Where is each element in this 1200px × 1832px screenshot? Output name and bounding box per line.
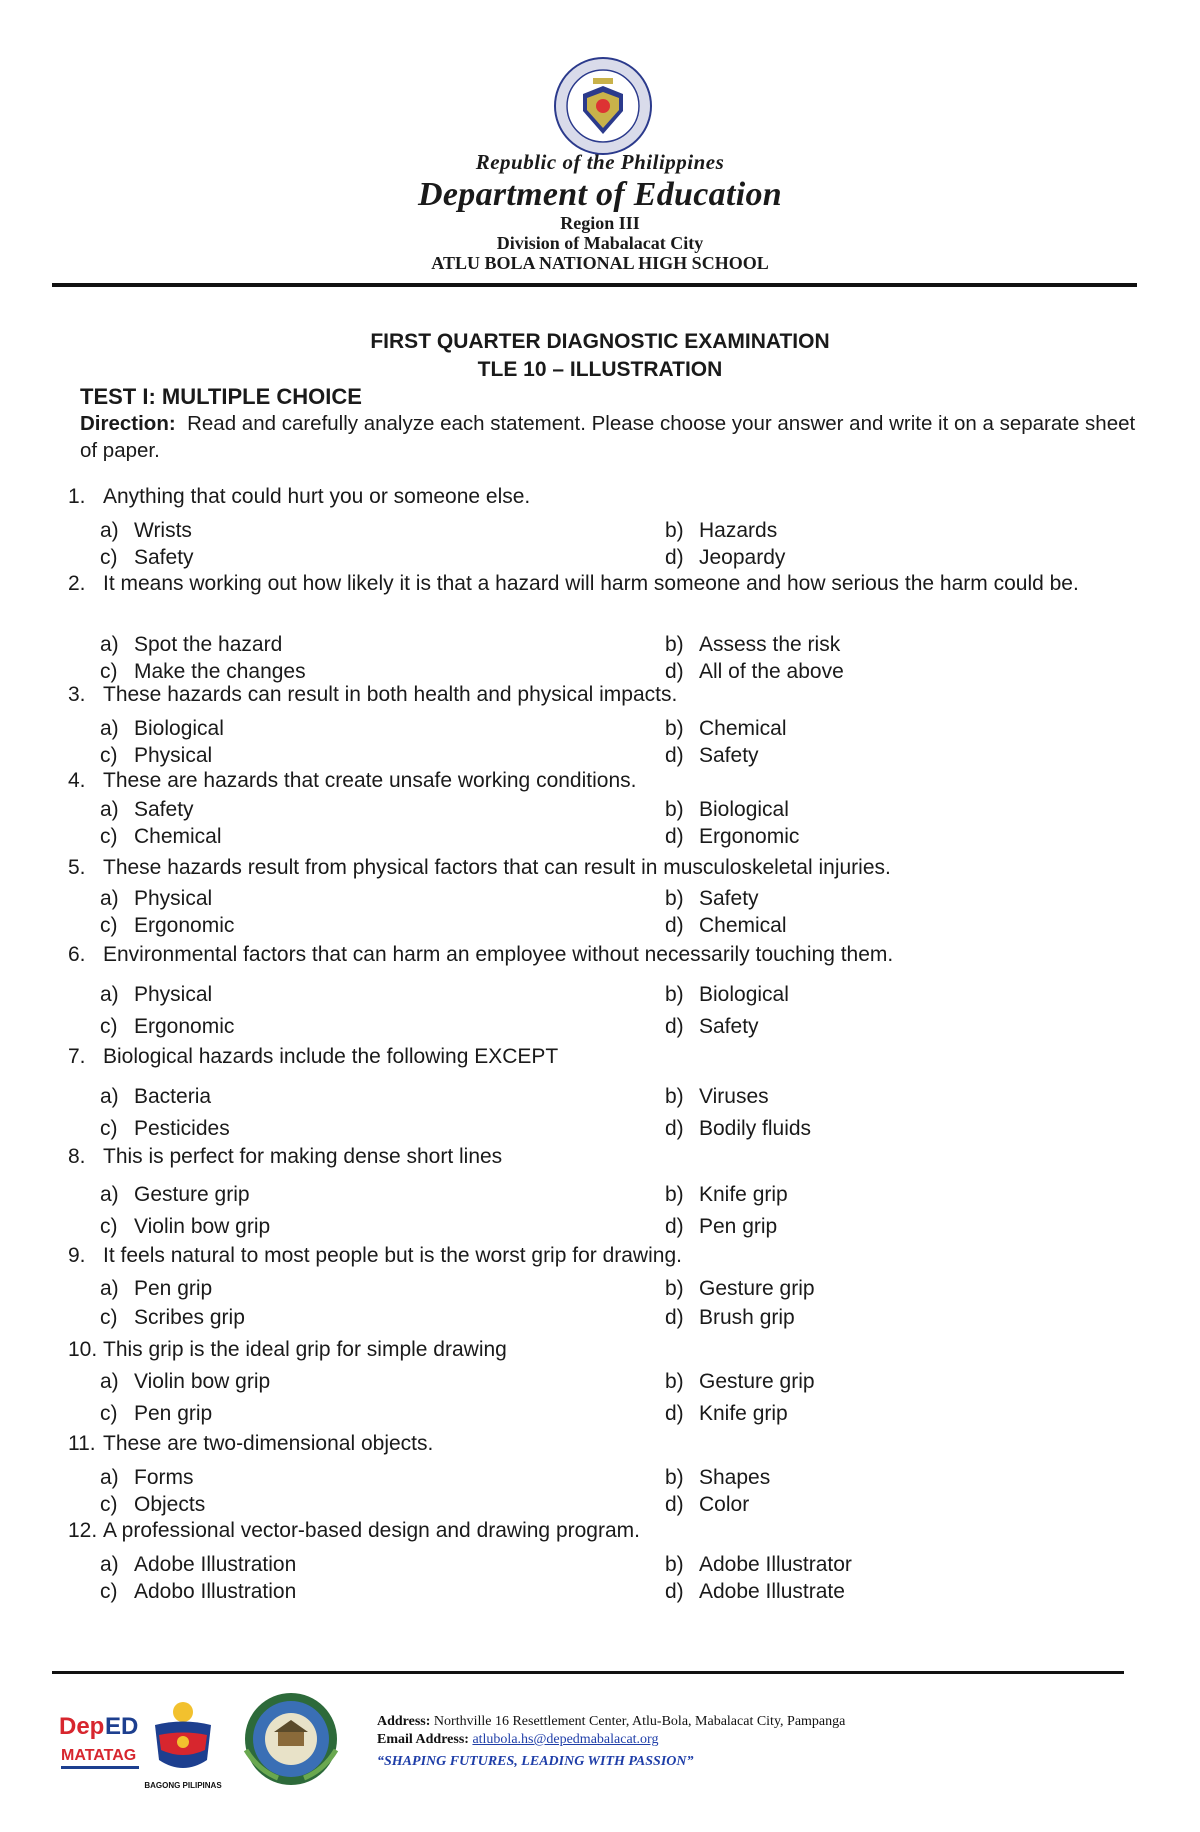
option-6-a — [100, 981, 212, 1008]
school-logo-icon — [238, 1690, 344, 1788]
option-text: Chemical — [134, 825, 222, 848]
option-letter: c) — [100, 1580, 118, 1603]
option-text: Brush grip — [699, 1306, 795, 1329]
svg-text:MATATAG: MATATAG — [61, 1747, 137, 1764]
option-text: Knife grip — [699, 1402, 788, 1425]
option-letter: d) — [665, 546, 684, 569]
option-text: Adobo Illustration — [134, 1580, 297, 1603]
option-text: Spot the hazard — [134, 633, 283, 656]
option-text: Viruses — [699, 1085, 769, 1108]
option-3-d — [665, 742, 759, 769]
option-letter: b) — [665, 887, 684, 910]
option-text: Gesture grip — [699, 1277, 815, 1300]
option-text: Forms — [134, 1466, 194, 1489]
option-1-b — [665, 517, 777, 544]
option-letter: b) — [665, 717, 684, 740]
option-letter: c) — [100, 1306, 118, 1329]
option-1-c — [100, 544, 194, 571]
question-text: These are two-dimensional objects. — [103, 1432, 434, 1455]
option-text: Gesture grip — [699, 1370, 815, 1393]
option-letter: a) — [100, 519, 119, 542]
footer-divider — [52, 1671, 1124, 1674]
option-8-d — [665, 1213, 777, 1240]
option-5-d — [665, 912, 787, 939]
question-text: It means working out how likely it is that a hazard will harm someone and how serious the harm could be. — [103, 572, 1079, 595]
option-8-a — [100, 1181, 250, 1208]
option-letter: c) — [100, 546, 118, 569]
question-number: 6. — [68, 943, 86, 966]
address-value: Northville 16 Resettlement Center, Atlu-Bola, Mabalacat City, Pampanga — [433, 1714, 846, 1729]
option-8-c — [100, 1213, 270, 1240]
option-11-c — [100, 1491, 205, 1518]
option-9-d — [665, 1304, 795, 1331]
question-text: A professional vector-based design and drawing program. — [103, 1519, 640, 1542]
direction-text — [80, 410, 1140, 464]
option-text: Bacteria — [134, 1085, 212, 1108]
option-text: Biological — [699, 798, 789, 821]
option-text: Safety — [134, 798, 194, 821]
question-number: 9. — [68, 1244, 86, 1267]
test-title: TEST I: MULTIPLE CHOICE — [80, 384, 362, 409]
option-7-d — [665, 1115, 811, 1142]
option-letter: b) — [665, 519, 684, 542]
svg-text:Dep: Dep — [59, 1713, 105, 1740]
option-3-b — [665, 715, 787, 742]
option-text: Adobe Illustrate — [699, 1580, 845, 1603]
deped-matatag-logo-icon — [55, 1700, 145, 1780]
email-link[interactable]: atlubola.hs@depedmabalacat.org — [472, 1732, 659, 1747]
svg-text:BAGONG PILIPINAS: BAGONG PILIPINAS — [144, 1781, 222, 1790]
option-letter: c) — [100, 1117, 118, 1140]
option-9-b — [665, 1275, 815, 1302]
option-10-d — [665, 1400, 788, 1427]
footer-motto: “SHAPING FUTURES, LEADING WITH PASSION” — [377, 1754, 694, 1769]
footer-address — [377, 1714, 845, 1730]
option-letter: b) — [665, 983, 684, 1006]
option-letter: b) — [665, 1466, 684, 1489]
option-letter: d) — [665, 1215, 684, 1238]
option-letter: c) — [100, 1493, 118, 1516]
option-text: Adobe Illustration — [134, 1553, 297, 1576]
exam-subject: TLE 10 – ILLUSTRATION — [477, 358, 723, 381]
bagong-pilipinas-logo-icon — [143, 1690, 223, 1795]
option-letter: a) — [100, 1183, 119, 1206]
option-letter: a) — [100, 1553, 119, 1576]
option-letter: b) — [665, 1183, 684, 1206]
option-text: Color — [699, 1493, 750, 1516]
direction-body: Read and carefully analyze each statement. Please choose your answer and write it on a separate sheet of paper. — [80, 412, 1136, 462]
option-5-c — [100, 912, 234, 939]
option-text: Adobe Illustrator — [699, 1553, 852, 1576]
option-text: Violin bow grip — [134, 1215, 271, 1238]
svg-text:ED: ED — [105, 1713, 139, 1740]
option-letter: b) — [665, 1553, 684, 1576]
option-letter: b) — [665, 1277, 684, 1300]
option-text: Bodily fluids — [699, 1117, 812, 1140]
option-text: Chemical — [699, 717, 787, 740]
option-2-a — [100, 631, 282, 658]
address-label: Address: — [377, 1714, 431, 1729]
option-text: Chemical — [699, 914, 787, 937]
option-letter: a) — [100, 983, 119, 1006]
question-text: Anything that could hurt you or someone else. — [103, 485, 531, 508]
question-number: 7. — [68, 1045, 86, 1068]
option-6-c — [100, 1013, 234, 1040]
header-divider — [52, 283, 1137, 287]
footer-email — [377, 1732, 658, 1748]
option-7-a — [100, 1083, 211, 1110]
republic-heading: Republic of the Philippines — [475, 150, 725, 174]
option-letter: b) — [665, 1085, 684, 1108]
option-10-c — [100, 1400, 212, 1427]
direction-label: Direction: — [80, 412, 176, 435]
option-letter: a) — [100, 887, 119, 910]
option-text: Physical — [134, 887, 213, 910]
option-letter: a) — [100, 1085, 119, 1108]
option-text: Biological — [134, 717, 224, 740]
region-label: Region III — [560, 213, 640, 233]
deped-seal-icon — [553, 56, 653, 156]
option-text: Make the changes — [134, 660, 306, 683]
option-letter: d) — [665, 1580, 684, 1603]
option-3-c — [100, 742, 212, 769]
option-text: All of the above — [699, 660, 844, 683]
option-10-a — [100, 1368, 270, 1395]
option-5-b — [665, 885, 759, 912]
question-text: Environmental factors that can harm an employee without necessarily touching them. — [103, 943, 894, 966]
option-letter: c) — [100, 914, 118, 937]
question-number: 12. — [68, 1519, 98, 1542]
option-text: Safety — [699, 887, 759, 910]
option-text: Safety — [699, 1015, 759, 1038]
option-letter: d) — [665, 1117, 684, 1140]
option-text: Safety — [699, 744, 759, 767]
option-letter: c) — [100, 660, 118, 683]
option-letter: b) — [665, 633, 684, 656]
option-4-a — [100, 796, 194, 823]
option-6-b — [665, 981, 789, 1008]
option-letter: d) — [665, 1015, 684, 1038]
option-text: Safety — [134, 546, 194, 569]
option-letter: d) — [665, 660, 684, 683]
option-4-b — [665, 796, 789, 823]
question-text: These are hazards that create unsafe working conditions. — [103, 769, 637, 792]
division-label: Division of Mabalacat City — [496, 233, 704, 253]
option-letter: a) — [100, 717, 119, 740]
option-text: Biological — [699, 983, 789, 1006]
option-text: Assess the risk — [699, 633, 841, 656]
option-letter: d) — [665, 1306, 684, 1329]
option-4-c — [100, 823, 222, 850]
option-letter: c) — [100, 1402, 118, 1425]
option-7-c — [100, 1115, 230, 1142]
option-text: Jeopardy — [699, 546, 786, 569]
option-letter: c) — [100, 1015, 118, 1038]
question-number: 11. — [68, 1432, 96, 1455]
option-text: Hazards — [699, 519, 778, 542]
question-number: 2. — [68, 572, 86, 595]
option-letter: a) — [100, 798, 119, 821]
school-name: ATLU BOLA NATIONAL HIGH SCHOOL — [431, 253, 769, 273]
question-number: 5. — [68, 856, 86, 879]
option-12-b — [665, 1551, 852, 1578]
option-text: Wrists — [134, 519, 192, 542]
question-text: Biological hazards include the following EXCEPT — [103, 1045, 559, 1068]
option-11-a — [100, 1464, 194, 1491]
option-letter: a) — [100, 633, 119, 656]
option-text: Ergonomic — [134, 1015, 235, 1038]
option-letter: d) — [665, 1493, 684, 1516]
option-text: Scribes grip — [134, 1306, 245, 1329]
option-7-b — [665, 1083, 769, 1110]
question-text: This is perfect for making dense short lines — [103, 1145, 503, 1168]
email-label: Email Address: — [377, 1732, 469, 1747]
option-letter: d) — [665, 825, 684, 848]
option-1-a — [100, 517, 192, 544]
option-4-d — [665, 823, 799, 850]
option-11-d — [665, 1491, 749, 1518]
option-letter: d) — [665, 744, 684, 767]
option-9-a — [100, 1275, 212, 1302]
question-number: 8. — [68, 1145, 86, 1168]
option-text: Pen grip — [134, 1402, 213, 1425]
option-text: Violin bow grip — [134, 1370, 271, 1393]
question-number: 3. — [68, 683, 86, 706]
exam-title: FIRST QUARTER DIAGNOSTIC EXAMINATION — [370, 330, 830, 353]
option-3-a — [100, 715, 224, 742]
option-text: Gesture grip — [134, 1183, 250, 1206]
option-text: Ergonomic — [699, 825, 800, 848]
option-letter: c) — [100, 825, 118, 848]
question-number: 10. — [68, 1338, 98, 1361]
option-letter: a) — [100, 1466, 119, 1489]
question-text: These hazards result from physical factors that can result in musculoskeletal injuries. — [103, 856, 891, 879]
option-6-d — [665, 1013, 759, 1040]
option-12-c — [100, 1578, 296, 1605]
question-text: It feels natural to most people but is the worst grip for drawing. — [103, 1244, 682, 1267]
option-5-a — [100, 885, 212, 912]
option-letter: c) — [100, 1215, 118, 1238]
department-heading: Department of Education — [418, 176, 782, 213]
option-letter: a) — [100, 1370, 119, 1393]
option-text: Pen grip — [134, 1277, 213, 1300]
option-9-c — [100, 1304, 245, 1331]
option-10-b — [665, 1368, 815, 1395]
option-text: Objects — [134, 1493, 206, 1516]
question-number: 4. — [68, 769, 86, 792]
question-text: These hazards can result in both health and physical impacts. — [103, 683, 678, 706]
option-letter: b) — [665, 1370, 684, 1393]
option-8-b — [665, 1181, 788, 1208]
option-12-a — [100, 1551, 296, 1578]
option-letter: d) — [665, 1402, 684, 1425]
option-11-b — [665, 1464, 770, 1491]
option-2-b — [665, 631, 840, 658]
option-1-d — [665, 544, 785, 571]
option-12-d — [665, 1578, 845, 1605]
option-text: Pen grip — [699, 1215, 778, 1238]
question-text: This grip is the ideal grip for simple drawing — [103, 1338, 507, 1361]
option-text: Shapes — [699, 1466, 771, 1489]
question-number: 1. — [68, 485, 86, 508]
option-text: Pesticides — [134, 1117, 230, 1140]
option-text: Physical — [134, 983, 213, 1006]
option-text: Ergonomic — [134, 914, 235, 937]
option-letter: d) — [665, 914, 684, 937]
option-letter: a) — [100, 1277, 119, 1300]
option-text: Physical — [134, 744, 213, 767]
option-letter: b) — [665, 798, 684, 821]
option-text: Knife grip — [699, 1183, 788, 1206]
option-letter: c) — [100, 744, 118, 767]
